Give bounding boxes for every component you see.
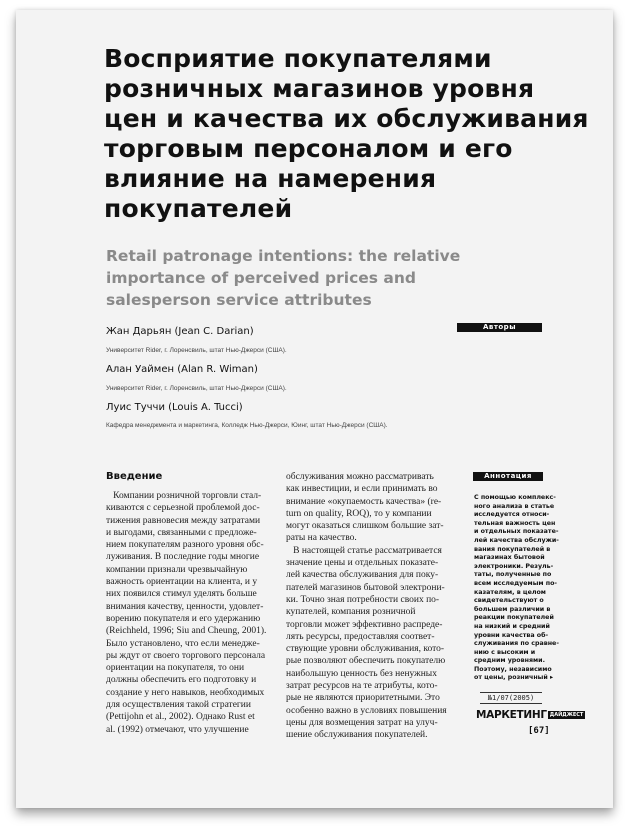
abstract-line: электроники. Резуль- xyxy=(474,562,554,570)
text-line: обслуживания можно рассматривать xyxy=(286,472,434,482)
text-line: затрат ресурсов на те атрибуты, кото- xyxy=(286,681,438,692)
issue-number: №1/07(2005) xyxy=(480,692,542,704)
author-name: Жан Дарьян (Jean C. Darian) xyxy=(106,326,254,337)
subtitle-line: salesperson service attributes xyxy=(106,291,372,309)
text-line: (Reichheld, 1996; Siu and Cheung, 2001). xyxy=(106,626,267,637)
abstract-label: Аннотация xyxy=(473,472,543,481)
text-line: turn on quality, ROQ), то у компании xyxy=(286,508,432,519)
journal-page xyxy=(16,10,613,808)
abstract-text xyxy=(474,494,559,683)
title-line: розничных магазинов уровня xyxy=(104,74,535,103)
text-line: купателей, компания розничной xyxy=(286,607,416,618)
text-line: компании признали чрезвычайную xyxy=(106,564,248,575)
abstract-line: таты, полученные по xyxy=(474,571,552,579)
abstract-line: нию с высоким и xyxy=(474,648,536,656)
title-line: покупателей xyxy=(104,194,293,223)
section-heading-introduction: Введение xyxy=(106,471,163,482)
text-line: ворению покупателя и его удержанию xyxy=(106,613,261,624)
text-line: раты на качество. xyxy=(286,533,357,544)
text-line: рые позволяют обеспечить покупателю xyxy=(286,656,446,667)
text-line: луживания. В последние годы многие xyxy=(106,552,260,563)
text-line: значение цены и отдельных показате- xyxy=(286,558,439,569)
author-affiliation: Университет Rider, г. Лоренсвиль, штат Нью-Джерси (США). xyxy=(106,385,287,392)
text-line: киваются с серьезной проблемой дос- xyxy=(106,503,260,514)
abstract-line: реакции покупателей xyxy=(474,614,554,622)
text-line: и выгодами, связанными с предложе- xyxy=(106,527,257,538)
abstract-line: казателям, в целом xyxy=(474,588,546,596)
subtitle-line: importance of perceived prices and xyxy=(106,269,416,287)
text-line: них появился стимул уделять больше xyxy=(106,589,257,600)
text-line: пателей магазинов бытовой электрони- xyxy=(286,582,445,593)
text-line: тижения равновесия между затратами xyxy=(106,515,261,526)
abstract-line: лей качества обслужи- xyxy=(474,536,559,544)
text-line: важность ориентации на клиента, и у xyxy=(106,577,258,588)
text-line: лять ресурсы, предоставляя соответ- xyxy=(286,631,435,642)
text-line: шение обслуживания покупателей. xyxy=(286,730,428,741)
text-line: нием покупателям разного уровня обс- xyxy=(106,540,264,551)
abstract-line: магазинах бытовой xyxy=(474,554,545,562)
article-title xyxy=(104,44,589,224)
page-number: [67] xyxy=(528,726,550,736)
author-affiliation: Кафедра менеджмента и маркетинга, Колледж Нью-Джерси, Юинг, штат Нью-Джерси (США). xyxy=(106,422,388,429)
text-line: Было установлено, что если менедже- xyxy=(106,638,260,649)
text-line: должны обеспечить его подготовку и xyxy=(106,675,257,686)
body-column-right xyxy=(286,471,456,742)
abstract-line: тельная важность цен xyxy=(474,519,556,527)
text-line: В настоящей статье рассматривается xyxy=(286,545,442,556)
abstract-line: уровни качества об- xyxy=(474,631,549,639)
abstract-line: на низкий и средний xyxy=(474,622,550,630)
title-line: влияние на намерения xyxy=(104,164,437,193)
subtitle-line: Retail patronage intentions: the relative xyxy=(106,247,461,265)
text-line: al. (1992) отмечают, что улучшение xyxy=(106,724,249,735)
author-name: Луис Туччи (Louis A. Tucci) xyxy=(106,402,243,413)
abstract-line: всем исследуемым по- xyxy=(474,579,558,587)
abstract-line: и отдельных показате- xyxy=(474,528,559,536)
text-line: ки. Точно зная потребности своих по- xyxy=(286,594,440,605)
text-line: ствующие уровни обслуживания, кото- xyxy=(286,644,445,655)
abstract-line: Поэтому, независимо xyxy=(474,665,552,673)
text-line: особенно важно в условиях повышения xyxy=(286,705,447,716)
title-line: торговым персоналом и его xyxy=(104,134,513,163)
title-line: Восприятие покупателями xyxy=(104,44,492,73)
text-line: внимание «окупаемость качества» (re- xyxy=(286,496,442,507)
text-line: ориентации на покупателя, то они xyxy=(106,663,245,674)
abstract-line: вания покупателей в xyxy=(474,545,551,553)
abstract-line: С помощью комплекс- xyxy=(474,494,556,501)
author-name: Алан Уаймен (Alan R. Wiman) xyxy=(106,364,258,375)
journal-brand-logo xyxy=(476,705,585,723)
text-line: лей качества обслуживания для поку- xyxy=(286,570,439,581)
abstract-line: средним уровнями. xyxy=(474,657,545,665)
text-line: могут оказаться слишком большие зат- xyxy=(286,521,444,532)
text-line: Компании розничной торговли стал- xyxy=(106,491,262,501)
abstract-line: ного анализа в статье xyxy=(474,502,555,510)
brand-tag: ДАЙДЖЕСТ xyxy=(549,712,584,718)
text-line: (Pettijohn et al., 2002). Однако Rust et xyxy=(106,712,255,723)
text-line: цены для возмещения затрат на улуч- xyxy=(286,717,438,728)
text-line: создание у него навыков, необходимых xyxy=(106,687,265,698)
abstract-line: свидетельствуют о xyxy=(474,597,544,605)
article-subtitle-english xyxy=(106,245,526,311)
text-line: наибольшую ценность без ненужных xyxy=(286,668,437,679)
text-line: для осуществления такой стратегии xyxy=(106,700,251,711)
text-line: ры ждут от своего торгового персонала xyxy=(106,650,266,661)
text-line: внимания качеству, ценности, удовлет- xyxy=(106,601,264,612)
abstract-line: служивания по сравне- xyxy=(474,640,559,648)
text-line: рые не являются приоритетными. Это xyxy=(286,693,440,704)
author-affiliation: Университет Rider, г. Лоренсвиль, штат Нью-Джерси (США). xyxy=(106,347,287,354)
text-line: торговли может эффективно распреде- xyxy=(286,619,443,630)
authors-label: Авторы xyxy=(457,323,542,332)
abstract-line: от цены, розничный ▸ xyxy=(474,674,554,682)
body-column-left xyxy=(106,490,266,736)
abstract-line: большем различии в xyxy=(474,605,551,613)
brand-main-text: МАРКЕТИНГ xyxy=(476,709,547,721)
abstract-line: исследуется относи- xyxy=(474,511,550,519)
title-line: цен и качества их обслуживания xyxy=(104,104,589,133)
text-line: как инвестиции, и если принимать во xyxy=(286,484,438,495)
